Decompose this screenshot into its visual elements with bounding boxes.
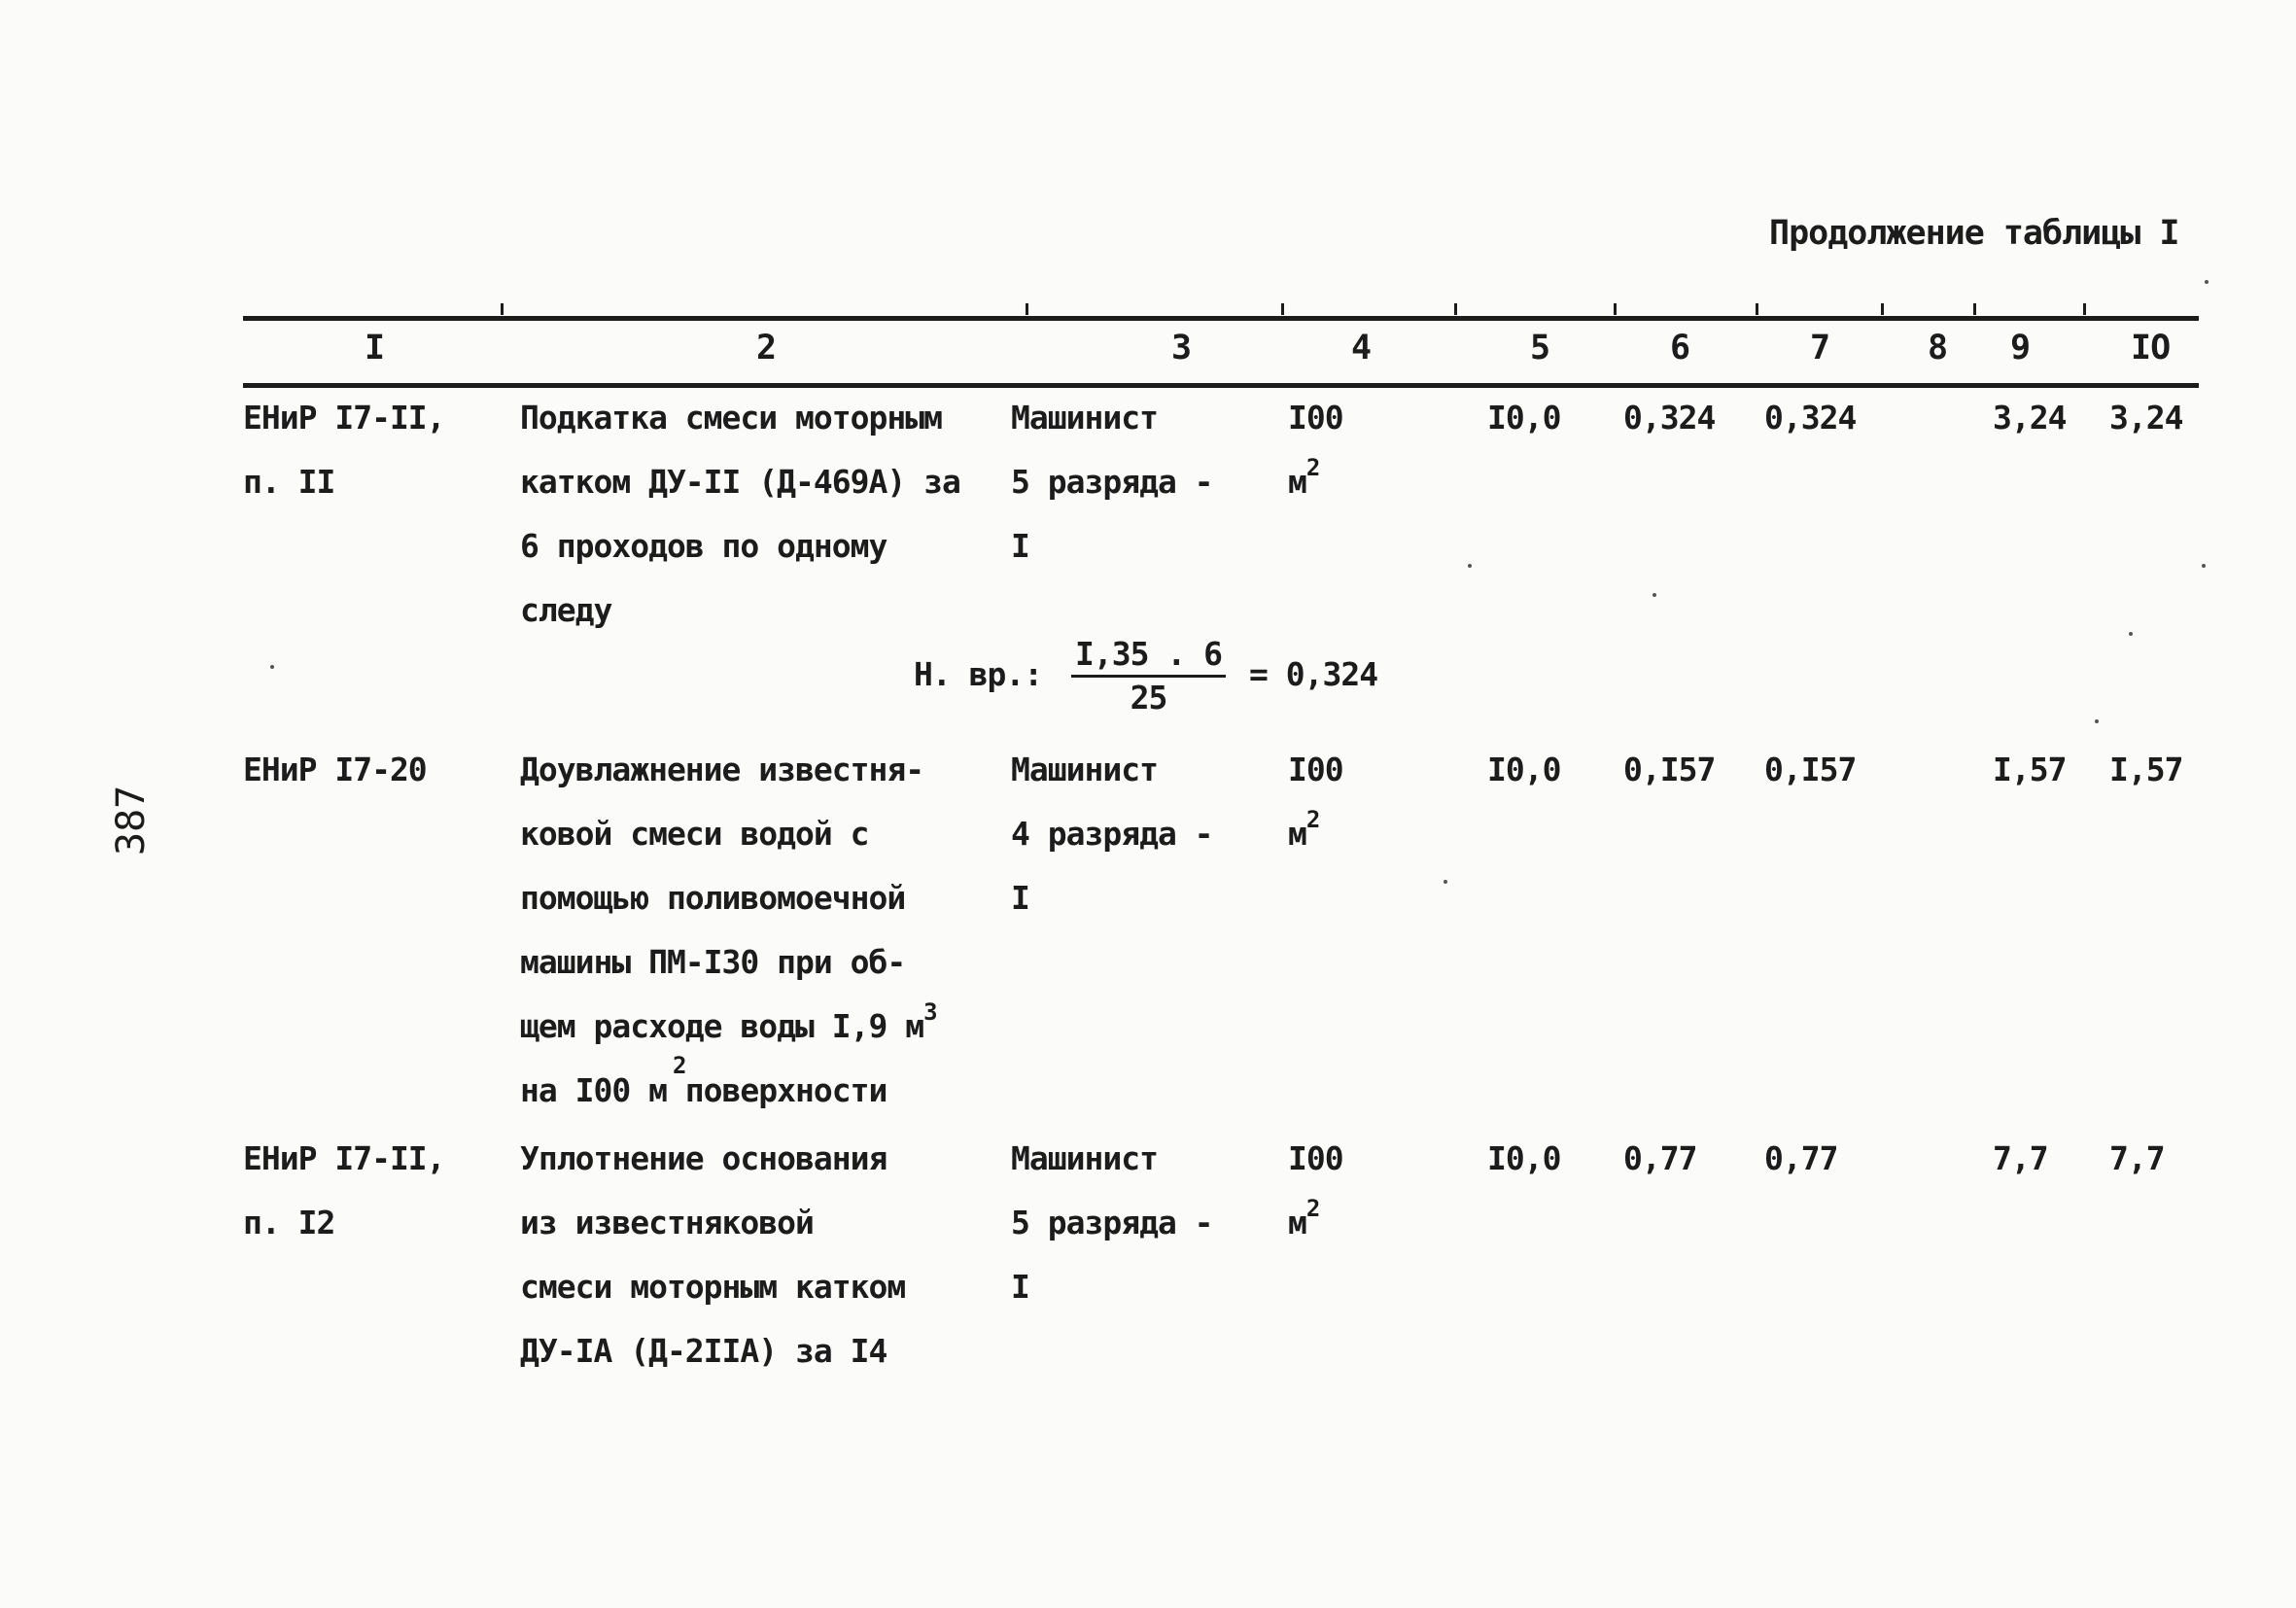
row-worker: Машинист [1011,1139,1158,1177]
row-col10: 7,7 [2109,1139,2165,1177]
scan-speck [2129,632,2133,636]
row-description: катком ДУ-II (Д-469А) за [520,463,960,501]
row-col10: I,57 [2109,751,2183,788]
row-description: из известняковой [520,1204,814,1241]
column-tick [1614,303,1617,315]
column-header-4: 4 [1351,329,1372,367]
column-tick [501,303,504,315]
formula-label: Н. вр.: [914,655,1043,693]
scan-speck [1468,564,1472,568]
row-worker: 5 разряда - [1011,1204,1213,1241]
area-exponent: 2 [673,1052,687,1079]
row-worker: Машинист [1011,399,1158,437]
column-header-2: 2 [756,329,777,367]
row-worker: I [1011,879,1029,917]
row-col5: I0,0 [1487,1139,1561,1177]
volume-exponent: 3 [923,998,937,1026]
row-worker: I [1011,527,1029,565]
scan-speck [2202,564,2206,568]
column-tick [1756,303,1758,315]
column-tick [1881,303,1884,315]
formula-fraction [1071,634,1226,718]
row-col9: 7,7 [1993,1139,2048,1177]
row-description: следу [520,591,612,629]
row-unit: I00 [1288,399,1343,437]
column-header-7: 7 [1810,329,1830,367]
row-col9: 3,24 [1993,399,2067,437]
column-header-5: 5 [1530,329,1550,367]
row-col5: I0,0 [1487,751,1561,788]
column-tick [2083,303,2086,315]
row-worker: 4 разряда - [1011,815,1213,853]
row-description: помощью поливомоечной [520,879,906,917]
formula-result: = 0,324 [1249,655,1378,693]
row-unit: I00 [1288,751,1343,788]
row-description: Доувлажнение известня- [520,751,924,788]
row-ref: ЕНиР I7-II, [243,399,445,437]
unit-exponent: 2 [1305,806,1320,833]
row-unit-measure [1288,454,1320,507]
row-col7: 0,I57 [1764,751,1857,788]
scan-speck [1652,593,1656,597]
row-col9: I,57 [1993,751,2067,788]
column-header-3: 3 [1171,329,1192,367]
row-col7: 0,77 [1764,1139,1838,1177]
row-unit: I00 [1288,1139,1343,1177]
side-page-number: 387 [109,785,154,856]
row-unit-measure [1288,1195,1320,1247]
column-header-9: 9 [2010,329,2031,367]
row-description: Подкатка смеси моторным [520,399,942,437]
unit-exponent: 2 [1305,1195,1320,1222]
column-tick [1281,303,1284,315]
formula-numerator: I,35 . 6 [1071,634,1226,678]
row-col6: 0,324 [1623,399,1716,437]
row-worker: 5 разряда - [1011,463,1213,501]
row-col5: I0,0 [1487,399,1561,437]
row-description: ковой смеси водой с [520,815,869,853]
column-header-6: 6 [1670,329,1690,367]
row-ref: п. I2 [243,1204,335,1241]
row-ref: п. II [243,463,335,501]
unit-symbol: м [1288,815,1306,853]
column-tick [1973,303,1976,315]
row-description [520,998,937,1051]
page-title: Продолжение таблицы I [1769,214,2179,253]
column-header-8: 8 [1928,329,1948,367]
scan-speck [2205,280,2209,284]
row-description: ДУ-IА (Д-2IIА) за I4 [520,1332,887,1370]
row-col10: 3,24 [2109,399,2183,437]
row-ref: ЕНиР I7-II, [243,1139,445,1177]
column-tick [1454,303,1457,315]
unit-exponent: 2 [1305,454,1320,481]
row-description: Уплотнение основания [520,1139,887,1177]
column-header-10: IO [2131,329,2171,367]
scan-speck [1444,880,1447,884]
formula-denominator: 25 [1130,679,1167,717]
unit-symbol: м [1288,463,1306,501]
column-tick [1026,303,1028,315]
column-header-1: I [365,329,385,367]
row-unit-measure [1288,806,1320,858]
scan-speck [2095,719,2099,723]
row-description: машины ПМ-I30 при об- [520,943,906,981]
description-text: щем расходе воды I,9 м [520,1007,924,1045]
row-description: смеси моторным катком [520,1268,906,1306]
row-description: на I00 м поверхности [520,1071,887,1109]
row-col6: 0,77 [1623,1139,1697,1177]
table-header-rule [243,383,2199,388]
row-col6: 0,I57 [1623,751,1716,788]
row-description: 6 проходов по одному [520,527,887,565]
unit-symbol: м [1288,1204,1306,1241]
table-top-rule [243,316,2199,321]
row-worker: I [1011,1268,1029,1306]
scan-speck [270,665,274,669]
row-ref: ЕНиР I7-20 [243,751,427,788]
row-col7: 0,324 [1764,399,1857,437]
row-worker: Машинист [1011,751,1158,788]
